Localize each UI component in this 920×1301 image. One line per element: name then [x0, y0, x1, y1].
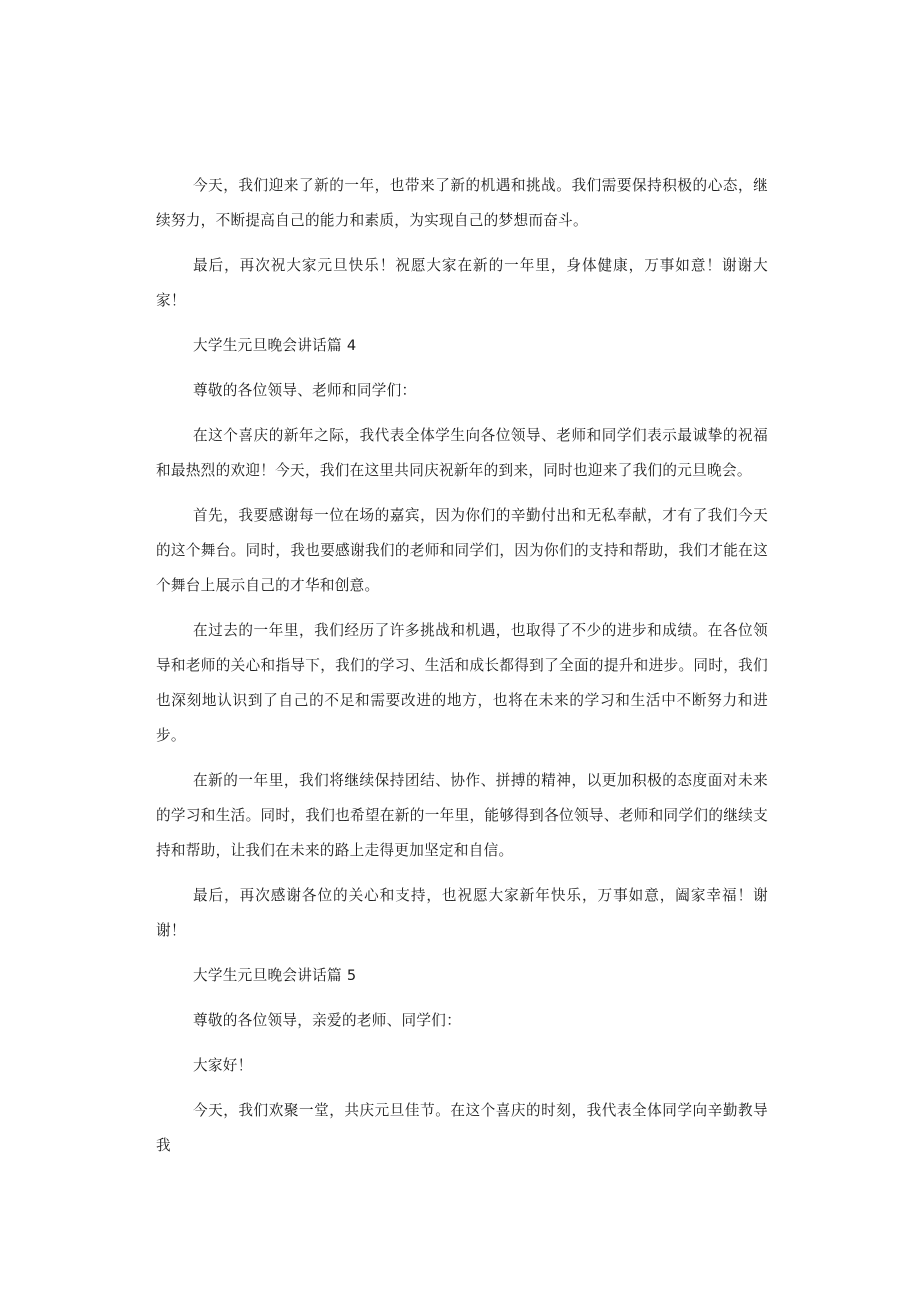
paragraph-5: 在过去的一年里，我们经历了许多挑战和机遇，也取得了不少的进步和成绩。在各位领导和老师的关心和指导下，我们的学习、生活和成长都得到了全面的提升和进步。同时，我们也深刻地认识到了自己的不足和需要改进的地方，也将在未来的学习和生活中不断努力和进步。 [156, 622, 768, 744]
salutation-4: 尊敬的各位领导、老师和同学们： [193, 382, 417, 399]
paragraph-7: 最后，再次感谢各位的关心和支持，也祝愿大家新年快乐，万事如意，阖家幸福！谢谢！ [156, 887, 768, 939]
section-heading-5: 大学生元旦晚会讲话篇 5 [193, 967, 357, 984]
paragraph-8: 今天，我们欢聚一堂，共庆元旦佳节。在这个喜庆的时刻，我代表全体同学向辛勤教导我 [156, 1102, 768, 1154]
section-heading-4: 大学生元旦晚会讲话篇 4 [193, 337, 357, 354]
paragraph-1: 今天，我们迎来了新的一年，也带来了新的机遇和挑战。我们需要保持积极的心态，继续努力，不断提高自己的能力和素质，为实现自己的梦想而奋斗。 [156, 177, 768, 229]
paragraph-2: 最后，再次祝大家元旦快乐！祝愿大家在新的一年里，身体健康，万事如意！谢谢大家！ [156, 257, 768, 309]
document-body [156, 168, 768, 1163]
paragraph-3: 在这个喜庆的新年之际，我代表全体学生向各位领导、老师和同学们表示最诚挚的祝福和最热烈的欢迎！今天，我们在这里共同庆祝新年的到来，同时也迎来了我们的元旦晚会。 [156, 427, 768, 479]
paragraph-6: 在新的一年里，我们将继续保持团结、协作、拼搏的精神，以更加积极的态度面对未来的学习和生活。同时，我们也希望在新的一年里，能够得到各位领导、老师和同学们的继续支持和帮助，让我们在未来的路上走得更加坚定和自信。 [156, 772, 768, 859]
greeting: 大家好！ [193, 1057, 253, 1074]
salutation-5: 尊敬的各位领导，亲爱的老师、同学们： [193, 1012, 462, 1029]
paragraph-4: 首先，我要感谢每一位在场的嘉宾，因为你们的辛勤付出和无私奉献，才有了我们今天的这个舞台。同时，我也要感谢我们的老师和同学们，因为你们的支持和帮助，我们才能在这个舞台上展示自己的才华和创意。 [156, 507, 768, 594]
